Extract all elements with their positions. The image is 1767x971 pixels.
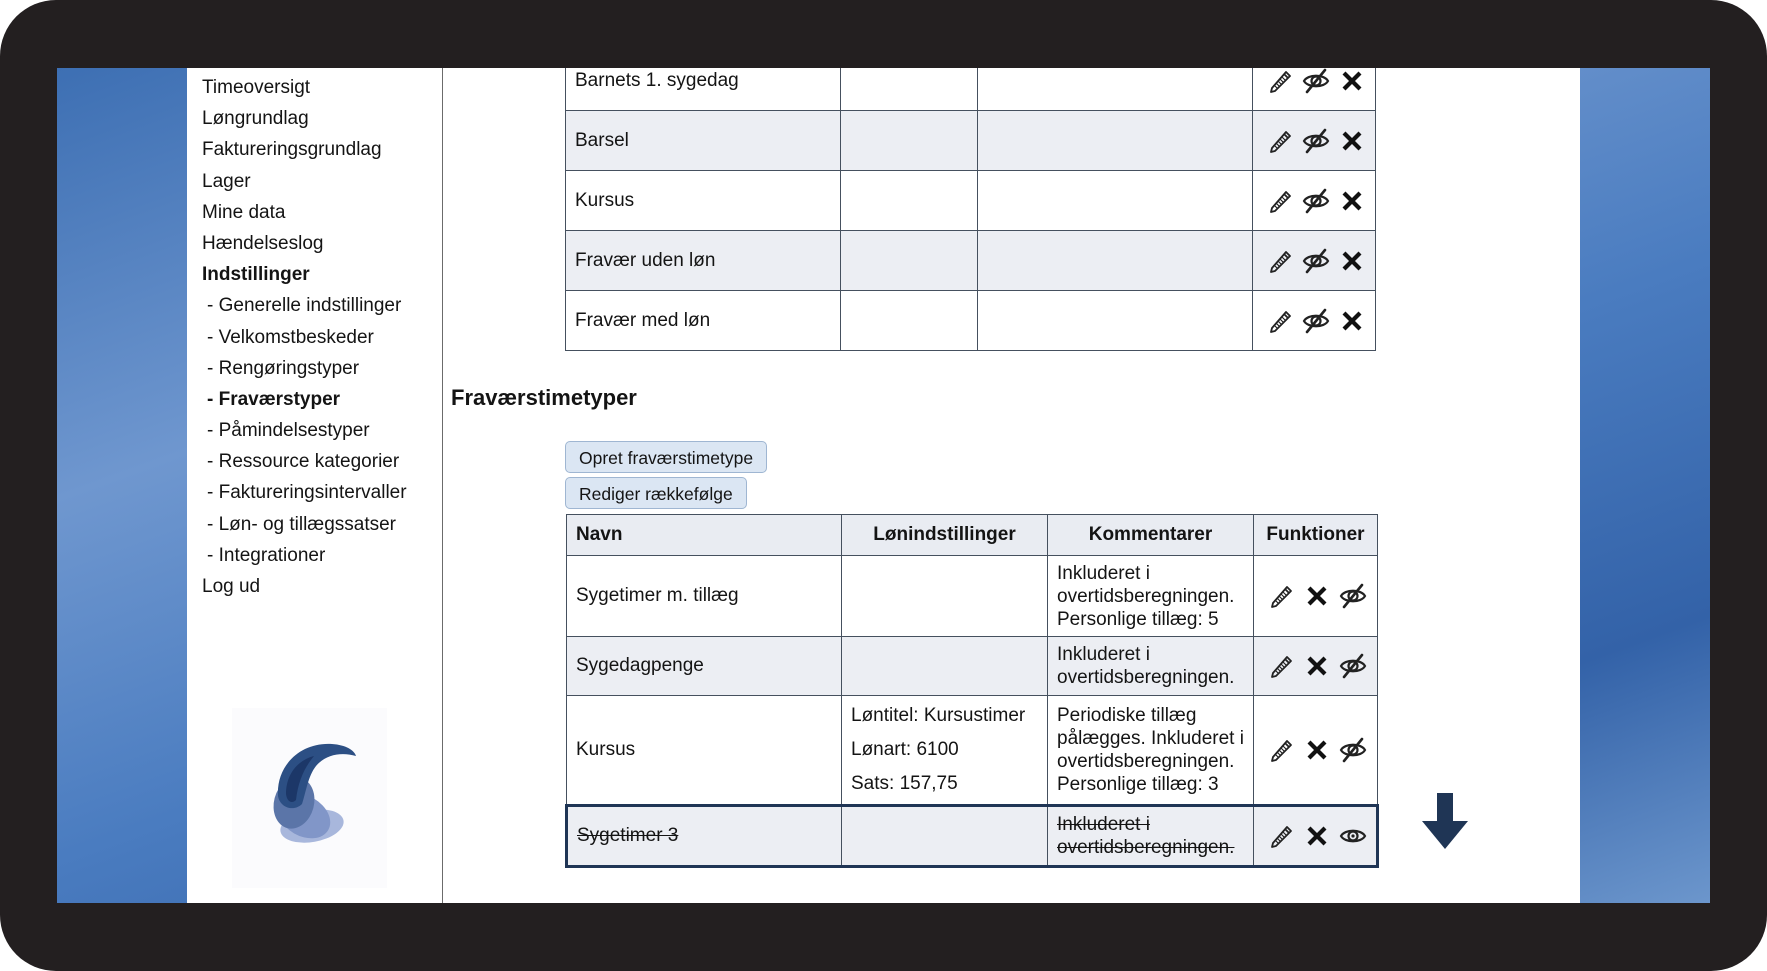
sidebar-item[interactable]: Løngrundlag xyxy=(202,108,309,130)
row-actions xyxy=(1253,111,1376,171)
empty-cell xyxy=(841,68,978,111)
column-header-functions[interactable]: Funktioner xyxy=(1254,515,1378,556)
sidebar-item[interactable]: - Løn- og tillægssatser xyxy=(207,513,397,535)
comment-line: overtidsberegningen. xyxy=(1057,667,1235,688)
wage-settings-cell xyxy=(842,696,1048,806)
comments-cell xyxy=(1048,556,1254,637)
close-icon[interactable] xyxy=(1338,307,1366,335)
wage-setting: Sats: 157,75 xyxy=(851,773,958,794)
desktop-background xyxy=(57,68,1710,903)
sidebar-item[interactable]: - Velkomstbeskeder xyxy=(207,326,374,348)
pencil-icon[interactable] xyxy=(1267,822,1295,850)
comment-line: Personlige tillæg: 3 xyxy=(1057,774,1219,795)
sidebar-item[interactable]: Timeoversigt xyxy=(202,77,311,98)
wage-settings-cell xyxy=(842,556,1048,637)
sidebar-item[interactable]: Indstillinger xyxy=(202,264,310,286)
hour-type-name: Sygetimer m. tillæg xyxy=(567,556,842,637)
absence-type-name: Barnets 1. sygedag xyxy=(566,68,841,111)
comments-cell xyxy=(1048,637,1254,696)
sidebar-item[interactable]: Mine data xyxy=(202,201,286,223)
empty-cell xyxy=(978,291,1253,351)
table-row-hidden xyxy=(567,806,1378,867)
absence-types-table xyxy=(565,68,1376,351)
close-icon[interactable] xyxy=(1338,127,1366,155)
comment-line: overtidsberegningen. xyxy=(1057,751,1235,772)
sidebar-item[interactable]: - Rengøringstyper xyxy=(207,357,360,379)
section-title: Fraværstimetyper xyxy=(451,385,637,410)
comment-line: overtidsberegningen. xyxy=(1057,585,1235,607)
hour-type-name: Sygetimer 3 xyxy=(567,806,842,867)
close-icon[interactable] xyxy=(1303,652,1331,680)
row-actions xyxy=(1254,556,1378,637)
row-actions xyxy=(1254,637,1378,696)
row-actions xyxy=(1253,171,1376,231)
eye-slash-icon[interactable] xyxy=(1339,736,1367,764)
table-row xyxy=(566,231,1376,291)
eye-slash-icon[interactable] xyxy=(1302,127,1330,155)
wage-setting: Lønart: 6100 xyxy=(851,739,959,760)
comment-line: pålægges. Inkluderet i xyxy=(1057,728,1244,749)
comment-line: overtidsberegningen. xyxy=(1057,837,1235,858)
main-content xyxy=(443,68,1580,903)
sidebar-item[interactable]: - Fraværstyper xyxy=(207,388,341,410)
pencil-icon[interactable] xyxy=(1267,582,1295,610)
wage-settings-cell xyxy=(842,806,1048,867)
comment-line: Inkluderet i xyxy=(1057,814,1150,835)
pencil-icon[interactable] xyxy=(1266,68,1294,95)
empty-cell xyxy=(841,171,978,231)
app-page xyxy=(187,68,1580,903)
hour-type-name: Sygedagpenge xyxy=(567,637,842,696)
close-icon[interactable] xyxy=(1303,736,1331,764)
sidebar-nav xyxy=(202,72,407,602)
hour-type-name: Kursus xyxy=(567,696,842,806)
empty-cell xyxy=(841,291,978,351)
absence-type-name: Fravær uden løn xyxy=(566,231,841,291)
sidebar-item[interactable]: - Påmindelsestyper xyxy=(207,420,370,442)
wage-setting: Løntitel: Kursustimer xyxy=(851,705,1026,726)
row-actions xyxy=(1254,806,1378,867)
eye-slash-icon[interactable] xyxy=(1339,652,1367,680)
eye-icon[interactable] xyxy=(1339,822,1367,850)
eye-slash-icon[interactable] xyxy=(1302,187,1330,215)
table-row xyxy=(566,291,1376,351)
comments-cell xyxy=(1048,696,1254,806)
sidebar-item[interactable]: - Ressource kategorier xyxy=(207,451,400,473)
table-row xyxy=(567,556,1378,637)
close-icon[interactable] xyxy=(1338,68,1366,95)
close-icon[interactable] xyxy=(1303,822,1331,850)
empty-cell xyxy=(841,231,978,291)
empty-cell xyxy=(978,231,1253,291)
row-actions xyxy=(1253,291,1376,351)
pencil-icon[interactable] xyxy=(1267,652,1295,680)
sidebar-item[interactable]: - Integrationer xyxy=(207,544,326,566)
absence-type-name: Kursus xyxy=(566,171,841,231)
close-icon[interactable] xyxy=(1338,187,1366,215)
sidebar-item[interactable]: Hændelseslog xyxy=(202,232,324,254)
sidebar-item[interactable]: Log ud xyxy=(202,576,261,597)
column-header-comments[interactable]: Kommentarer xyxy=(1048,515,1254,556)
company-logo xyxy=(232,708,387,888)
eye-slash-icon[interactable] xyxy=(1302,307,1330,335)
column-header-name[interactable]: Navn xyxy=(567,515,842,556)
table-row xyxy=(566,111,1376,171)
comment-line: Personlige tillæg: 5 xyxy=(1057,608,1219,630)
close-icon[interactable] xyxy=(1338,247,1366,275)
sidebar-item[interactable]: - Generelle indstillinger xyxy=(207,295,402,317)
empty-cell xyxy=(978,68,1253,111)
pencil-icon[interactable] xyxy=(1266,127,1294,155)
eye-slash-icon[interactable] xyxy=(1302,247,1330,275)
sidebar-item[interactable]: - Faktureringsintervaller xyxy=(207,482,407,504)
empty-cell xyxy=(841,111,978,171)
pencil-icon[interactable] xyxy=(1266,247,1294,275)
empty-cell xyxy=(978,171,1253,231)
pencil-icon[interactable] xyxy=(1266,307,1294,335)
wage-settings-cell xyxy=(842,637,1048,696)
table-row xyxy=(567,696,1378,806)
table-row xyxy=(566,171,1376,231)
eye-slash-icon[interactable] xyxy=(1302,68,1330,95)
eye-slash-icon[interactable] xyxy=(1339,582,1367,610)
sidebar xyxy=(187,68,443,903)
arrow-down-icon xyxy=(1422,793,1468,851)
table-row xyxy=(567,637,1378,696)
absence-type-name: Barsel xyxy=(566,111,841,171)
comment-line: Inkluderet i xyxy=(1057,644,1150,665)
table-row xyxy=(566,68,1376,111)
column-header-wage-settings[interactable]: Lønindstillinger xyxy=(842,515,1048,556)
comment-line: Inkluderet i xyxy=(1057,562,1150,584)
pencil-icon[interactable] xyxy=(1266,187,1294,215)
empty-cell xyxy=(978,111,1253,171)
row-actions xyxy=(1254,696,1378,806)
comment-line: Periodiske tillæg xyxy=(1057,705,1197,726)
create-absence-hour-type-button[interactable]: Opret fraværstimetype xyxy=(565,441,767,473)
table-header-row xyxy=(567,515,1378,556)
sidebar-item[interactable]: Faktureringsgrundlag xyxy=(202,139,382,161)
close-icon[interactable] xyxy=(1303,582,1331,610)
comments-cell xyxy=(1048,806,1254,867)
absence-hour-types-table xyxy=(565,514,1379,868)
row-actions xyxy=(1253,68,1376,111)
row-actions xyxy=(1253,231,1376,291)
pencil-icon[interactable] xyxy=(1267,736,1295,764)
sidebar-item[interactable]: Lager xyxy=(202,170,251,192)
edit-order-button[interactable]: Rediger rækkefølge xyxy=(565,477,747,509)
absence-type-name: Fravær med løn xyxy=(566,291,841,351)
